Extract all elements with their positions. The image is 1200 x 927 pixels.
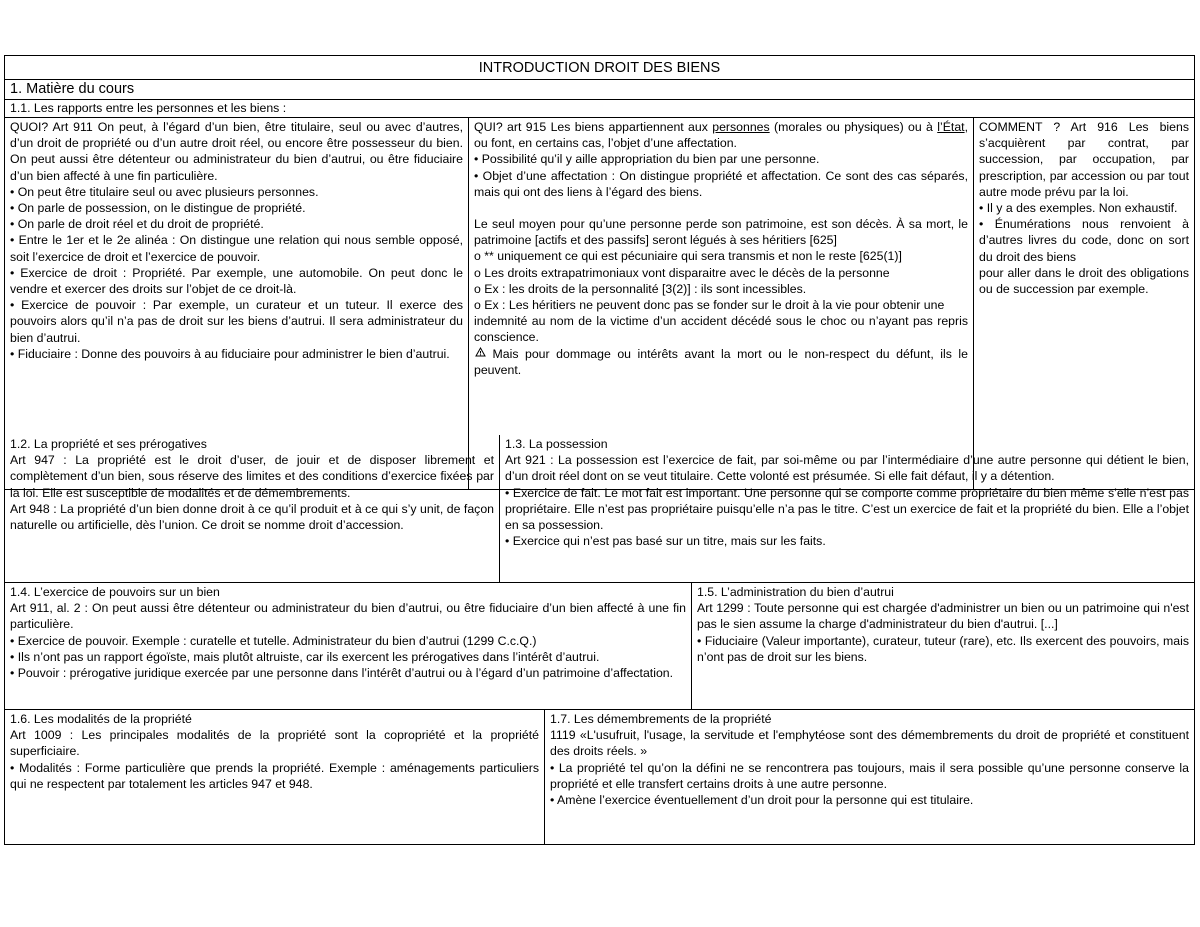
comment-bullet: • Énumérations nous renvoient à d’autres livres du code, donc on sort du droit des biens <box>979 217 1189 264</box>
qui-intro-personnes: personnes <box>712 120 770 134</box>
modalites-text: • Modalités : Forme particulière que prends la propriété. Exemple : aménagements particuliers qui ne respectent par totalement les articles 947 et 948. <box>10 760 539 791</box>
demembrements-text: 1119 «L'usufruit, l'usage, la servitude et l'emphytéose sont des démembrements du droit de propriété et constituent des droits réels. » <box>550 728 1189 759</box>
qui-text: o Ex : Les héritiers ne peuvent donc pas se fonder sur le droit à la vie pour obtenir une <box>474 298 945 313</box>
pouvoirs-heading: 1.4. L’exercice de pouvoirs sur un bien <box>10 585 220 599</box>
pouvoirs-text: Art 911, al. 2 : On peut aussi être détenteur ou administrateur du bien d’autrui, ou être fiduciaire d’un bien affecté à une fin particulière. <box>10 601 686 632</box>
demembrements-text: • Amène l’exercice éventuellement d’un droit pour la personne qui est titulaire. <box>550 793 974 808</box>
qui-bullet: • Objet d’une affectation : On distingue propriété et affectation. Ce sont des cas séparés, mais qui ont des liens à l’égard des biens. <box>474 168 968 199</box>
comment-text: pour aller dans le droit des obligations ou de succession par exemple. <box>979 265 1189 297</box>
demembrements-cell <box>545 710 1195 845</box>
demembrements-heading: 1.7. Les démembrements de la propriété <box>550 712 772 726</box>
propriete-text: Art 947 : La propriété est le droit d’user, de jouir et de disposer librement et complètement d’un bien, sous réserve des limites et des conditions d’exercice fixées par la loi. Elle est susceptible de modalités et de démembrements. <box>10 453 494 500</box>
possession-text: Art 921 : La possession est l’exercice de fait, par soi-même ou par l’intermédiaire d’une autre personne qui détient le bien, d’un droit réel dont on se veut titulaire. Cette volonté est présumée. Si elle fait défaut, il y a détention. <box>505 453 1189 484</box>
qui-text: o ** uniquement ce qui est pécuniaire qui sera transmis et non le reste [625(1)] <box>474 249 902 264</box>
possession-text: • Exercice qui n’est pas basé sur un titre, mais sur les faits. <box>505 534 826 549</box>
qui-last-text: Mais pour dommage ou intérêts avant la mort ou le non-respect du défunt, ils le peuvent. <box>474 346 968 377</box>
administration-heading: 1.5. L’administration du bien d’autrui <box>697 585 894 599</box>
modalites-heading: 1.6. Les modalités de la propriété <box>10 712 192 726</box>
quoi-bullet: • Fiduciaire : Donne des pouvoirs à au fiduciaire pour administrer le bien d’autrui. <box>10 346 450 361</box>
comment-text: COMMENT ? Art 916 Les biens s’acquièrent par contrat, par succession, par occupation, par prescription, par accession ou par tout autre mode prévu par la loi. <box>979 120 1189 199</box>
pouvoirs-text: • Ils n’ont pas un rapport égoïste, mais plutôt altruiste, car ils exercent les prérogatives dans l’intérêt d’autrui. <box>10 649 600 664</box>
section-heading-1: 1. Matière du cours <box>4 79 1195 100</box>
qui-bullet: • Possibilité qu’il y aille appropriation du bien par une personne. <box>474 152 820 167</box>
modalites-text: Art 1009 : Les principales modalités de la propriété sont la copropriété et la propriété superficiaire. <box>10 728 539 759</box>
qui-text: Le seul moyen pour qu’une personne perde son patrimoine, est son décès. À sa mort, le patrimoine [actifs et des passifs] seront légués à ses héritiers [625] <box>474 217 968 248</box>
qui-intro-etat: l’État <box>937 120 965 134</box>
propriete-heading: 1.2. La propriété et ses prérogatives <box>10 437 207 451</box>
qui-intro-a: QUI? art 915 Les biens appartiennent aux <box>474 120 713 134</box>
quoi-bullet: • On peut être titulaire seul ou avec plusieurs personnes. <box>10 184 319 199</box>
propriete-text: Art 948 : La propriété d’un bien donne droit à ce qu’il produit et à ce qui s’y unit, de façon naturelle ou artificielle, dès l’union. Ce droit se nomme droit d’accession. <box>10 501 494 533</box>
administration-text: • Fiduciaire (Valeur importante), curateur, tuteur (rare), etc. Ils exercent des pouvoirs, mais n’ont pas de droit sur les biens. <box>697 633 1189 664</box>
qui-intro-b: (morales ou physiques) ou à <box>769 120 938 134</box>
propriete-cell <box>4 435 500 583</box>
quoi-text: QUOI? Art 911 On peut, à l’égard d’un bien, être titulaire, seul ou avec d’autres, d’un droit de propriété ou d’un autre droit réel, ou encore être possesseur du bien. On peut aussi être détenteur ou administrateur du bien d’autrui, ou être fiduciaire d’un bien affecté à une fin particulière. <box>10 120 463 183</box>
qui-text: o Ex : les droits de la personnalité [3(2)] : ils sont incessibles. <box>474 281 807 296</box>
qui-intro <box>474 119 968 151</box>
quoi-bullet: • On parle de possession, on le distingue de propriété. <box>10 201 306 216</box>
qui-text: o Les droits extrapatrimoniaux vont disparaitre avec le décès de la personne <box>474 265 890 280</box>
warning-hand-icon <box>474 346 486 362</box>
section-heading-1-1: 1.1. Les rapports entre les personnes et les biens : <box>4 100 1195 118</box>
document-sheet <box>4 55 1195 845</box>
administration-text: Art 1299 : Toute personne qui est chargée d'administrer un bien ou un patrimoine qui n'est pas le sien assume la charge d'administrateur du bien d'autrui. [...] <box>697 601 1189 632</box>
quoi-bullet: • On parle de droit réel et du droit de propriété. <box>10 217 264 232</box>
quoi-bullet: • Exercice de pouvoir : Par exemple, un curateur et un tuteur. Il exerce des pouvoirs alors qu’il n’a pas de droit sur les biens d’autrui. Il sera administrateur du bien d’autrui. <box>10 298 463 345</box>
administration-cell <box>692 583 1195 710</box>
possession-text: • Exercice de fait. Le mot fait est important. Une personne qui se comporte comme propriétaire du bien même s’elle n’est pas propriétaire. Elle n’est pas propriétaire puisqu’elle n’a pas le titre. C’est un exercice de fait et la propriété du bien. Elle a l’objet en sa possession. <box>505 485 1189 533</box>
qui-last <box>474 346 968 378</box>
quoi-bullet: • Entre le 1er et le 2e alinéa : On distingue une relation qui nous semble opposé, soit l’exercice de droit et l’exercice de pouvoir. <box>10 233 463 264</box>
modalites-cell <box>4 710 545 845</box>
pouvoirs-cell <box>4 583 692 710</box>
demembrements-text: • La propriété tel qu’on la défini ne se rencontrera pas toujours, mais il sera possible qu’une personne conserve la propriété et elle transfert certains droits à une autre personne. <box>550 760 1189 791</box>
document-title: INTRODUCTION DROIT DES BIENS <box>4 55 1195 80</box>
qui-intro-c: , ou font, en certains cas, l’objet d’une affectation. <box>474 120 968 151</box>
comment-bullet: • Il y a des exemples. Non exhaustif. <box>979 201 1178 216</box>
pouvoirs-text: • Exercice de pouvoir. Exemple : curatelle et tutelle. Administrateur du bien d’autrui (1299 C.c.Q.) <box>10 633 537 648</box>
qui-text: indemnité au nom de la victime d’un accident décédé sous le choc ou n’ayant pas repris conscience. <box>474 314 968 345</box>
pouvoirs-text: • Pouvoir : prérogative juridique exercée par une personne dans l’intérêt d’autrui ou à l’égard d’un patrimoine d’affectation. <box>10 666 674 681</box>
qui-spacer <box>474 200 968 216</box>
possession-cell <box>500 435 1195 583</box>
possession-heading: 1.3. La possession <box>505 437 608 451</box>
quoi-bullet: • Exercice de droit : Propriété. Par exemple, une automobile. On peut donc le vendre et exercer des droits sur l’objet de ce droit-là. <box>10 265 463 297</box>
